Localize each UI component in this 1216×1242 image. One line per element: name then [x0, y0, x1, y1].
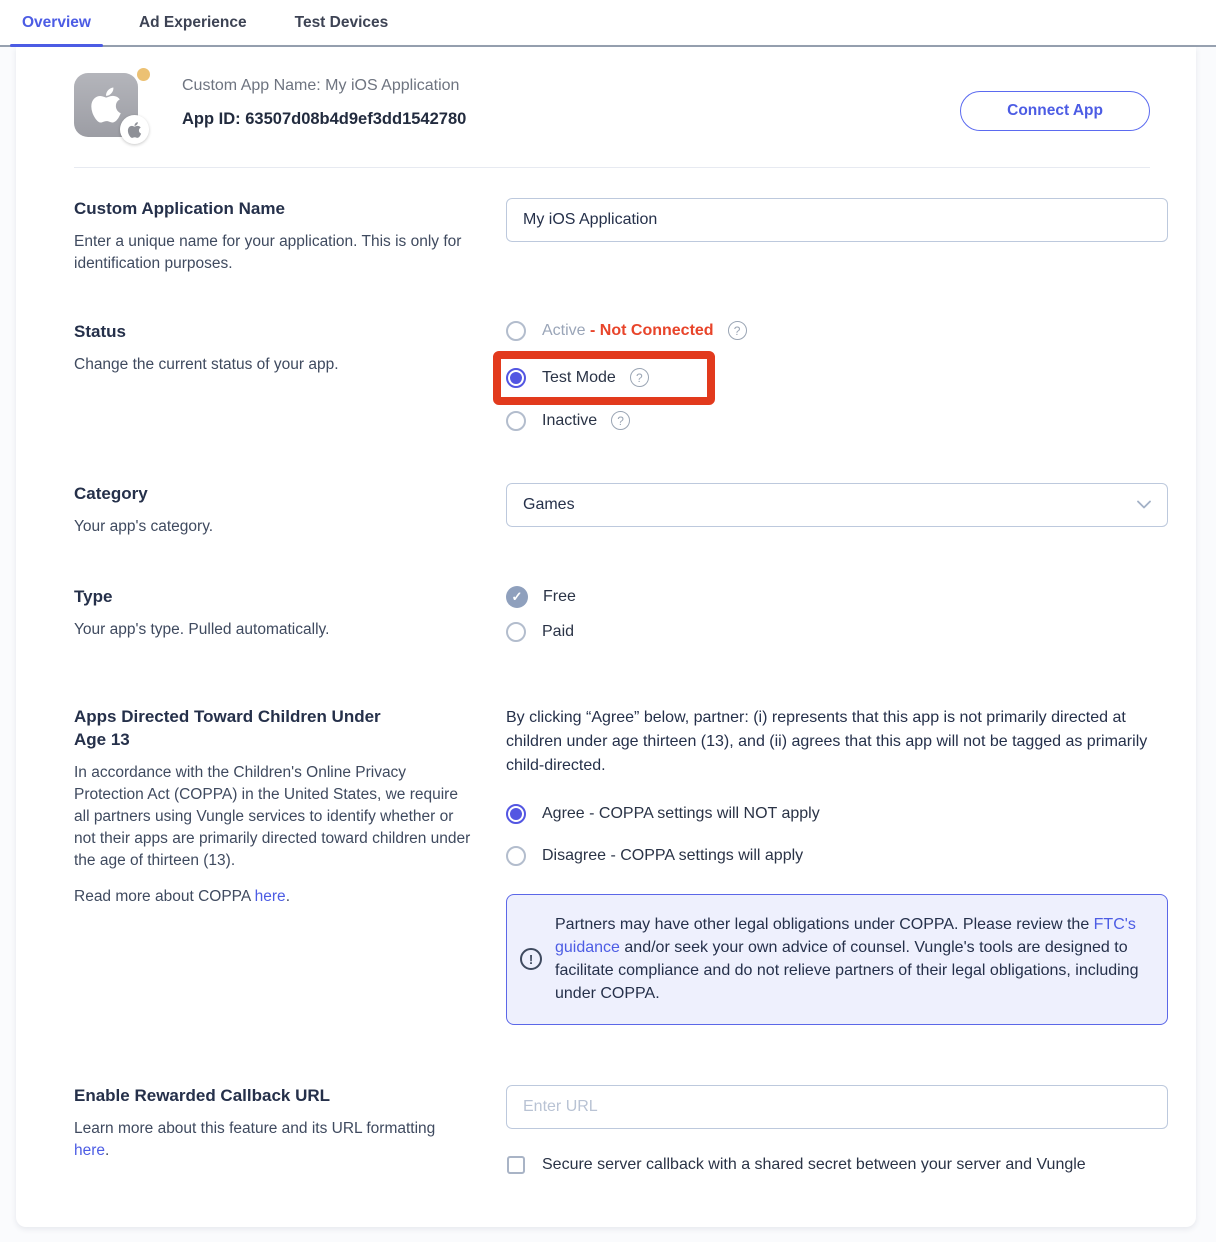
callback-desc-suffix: .	[105, 1141, 110, 1159]
coppa-agreement-text: By clicking “Agree” below, partner: (i) represents that this app is not primarily directed at children under age thirteen (13), and (ii) agrees that this app will not be tagged as primarily child-directed.	[506, 708, 1148, 774]
paid-radio[interactable]	[506, 622, 526, 642]
inactive-radio[interactable]	[506, 411, 526, 431]
coppa-here-link[interactable]: here	[254, 887, 286, 905]
section-field-block	[506, 483, 1168, 538]
status-option-inactive	[506, 411, 1168, 431]
read-more-suffix: .	[285, 887, 290, 905]
coppa-notice-text	[555, 913, 1145, 1006]
coppa-read-more-line	[74, 886, 474, 908]
app-settings-card	[16, 47, 1196, 1227]
active-radio-label[interactable]	[542, 322, 714, 340]
section-title: Custom Application Name	[74, 199, 285, 218]
custom-application-name-input[interactable]	[506, 198, 1168, 242]
secure-callback-checkbox[interactable]	[507, 1156, 525, 1174]
section-field-block	[506, 198, 1168, 275]
section-description	[74, 1118, 474, 1162]
test-mode-radio-label[interactable]: Test Mode	[542, 368, 616, 386]
category-select[interactable]	[506, 483, 1168, 527]
active-help-icon[interactable]: ?	[728, 321, 747, 340]
callback-url-input[interactable]	[506, 1085, 1168, 1129]
notice-part2: and/or seek your own advice of counsel. Vungle's tools are designed to facilitate compliance and do not relieve partners of their legal obligations, including under COPPA.	[555, 939, 1139, 1003]
section-category	[16, 483, 1196, 538]
section-label-block	[74, 321, 474, 431]
section-description: Your app's type. Pulled automatically.	[74, 620, 330, 638]
app-header	[16, 47, 1196, 137]
coppa-option-disagree	[506, 846, 1168, 866]
apple-logo-icon	[89, 85, 123, 125]
app-icon	[74, 73, 138, 137]
type-option-free	[506, 586, 1168, 608]
header-divider	[74, 167, 1150, 168]
active-radio[interactable]	[506, 321, 526, 341]
secure-callback-option	[506, 1153, 1168, 1178]
chevron-down-icon	[1137, 500, 1151, 509]
ios-platform-badge	[120, 115, 149, 144]
inactive-radio-label[interactable]: Inactive	[542, 411, 598, 429]
section-title: Apps Directed Toward Children Under Age 13	[74, 706, 381, 749]
section-coppa	[16, 706, 1196, 1025]
section-label-block	[74, 586, 474, 642]
section-status	[16, 321, 1196, 431]
read-more-prefix: Read more about COPPA	[74, 887, 255, 905]
section-label-block	[74, 1085, 474, 1178]
apple-badge-icon	[127, 121, 142, 139]
category-selected-value: Games	[523, 495, 575, 513]
not-connected-text: - Not Connected	[590, 321, 714, 339]
section-type	[16, 586, 1196, 642]
type-option-paid	[506, 622, 1168, 642]
agree-radio-label[interactable]: Agree - COPPA settings will NOT apply	[542, 804, 820, 822]
section-field-block	[506, 321, 1168, 431]
paid-radio-label[interactable]: Paid	[542, 622, 575, 640]
secure-callback-checkbox-label[interactable]: Secure server callback with a shared secret between your server and Vungle	[542, 1155, 1086, 1173]
status-option-active	[506, 321, 1168, 341]
disagree-radio[interactable]	[506, 846, 526, 866]
test-mode-radio[interactable]	[506, 368, 526, 388]
test-mode-annotation-box	[493, 351, 715, 405]
inactive-help-icon[interactable]: ?	[611, 411, 630, 430]
section-label-block	[74, 483, 474, 538]
section-field-block	[506, 1085, 1168, 1178]
connect-app-button[interactable]: Connect App	[960, 91, 1150, 131]
section-title: Status	[74, 321, 126, 341]
section-description: Enter a unique name for your application. This is only for identification purposes.	[74, 232, 462, 272]
callback-here-link[interactable]: here	[74, 1141, 106, 1159]
coppa-legal-notice	[506, 894, 1168, 1025]
tab-overview[interactable]: Overview	[10, 0, 103, 45]
app-header-text	[182, 73, 960, 137]
section-description: In accordance with the Children's Online Privacy Protection Act (COPPA) in the United States, we require all partners using Vungle services to identify whether or not their apps are primarily directed toward children under the age of thirteen (13).	[74, 763, 471, 869]
section-description: Your app's category.	[74, 517, 214, 535]
test-mode-help-icon[interactable]: ?	[630, 368, 649, 387]
section-title: Type	[74, 586, 113, 606]
pending-status-dot	[137, 68, 150, 81]
section-label-block	[74, 706, 474, 1025]
disagree-radio-label[interactable]: Disagree - COPPA settings will apply	[542, 846, 804, 864]
notice-part1: Partners may have other legal obligations under COPPA. Please review the	[555, 915, 1094, 933]
section-field-block	[506, 706, 1168, 1025]
section-description: Change the current status of your app.	[74, 355, 339, 373]
tab-ad-experience[interactable]: Ad Experience	[138, 13, 247, 31]
ftc-guidance-link[interactable]: FTC's guidance	[555, 915, 1136, 957]
status-option-test-mode	[506, 368, 649, 388]
alert-circle-icon: !	[520, 948, 542, 970]
section-rewarded-callback	[16, 1085, 1196, 1178]
tab-bar	[0, 0, 1216, 47]
app-id-line: App ID: 63507d08b4d9ef3dd1542780	[182, 110, 467, 128]
active-label-text: Active	[542, 321, 591, 339]
section-custom-application-name	[16, 198, 1196, 275]
section-label-block	[74, 198, 474, 275]
agree-radio[interactable]	[506, 804, 526, 824]
section-title: Enable Rewarded Callback URL	[74, 1085, 331, 1105]
section-field-block	[506, 586, 1168, 642]
tab-test-devices[interactable]: Test Devices	[294, 13, 389, 31]
coppa-option-agree	[506, 804, 1168, 824]
free-label: Free	[543, 587, 576, 605]
section-title: Category	[74, 483, 148, 503]
custom-app-name-line: Custom App Name: My iOS Application	[182, 77, 460, 94]
free-selected-check-icon: ✓	[506, 586, 528, 608]
callback-desc-prefix: Learn more about this feature and its URL formatting	[74, 1119, 436, 1137]
